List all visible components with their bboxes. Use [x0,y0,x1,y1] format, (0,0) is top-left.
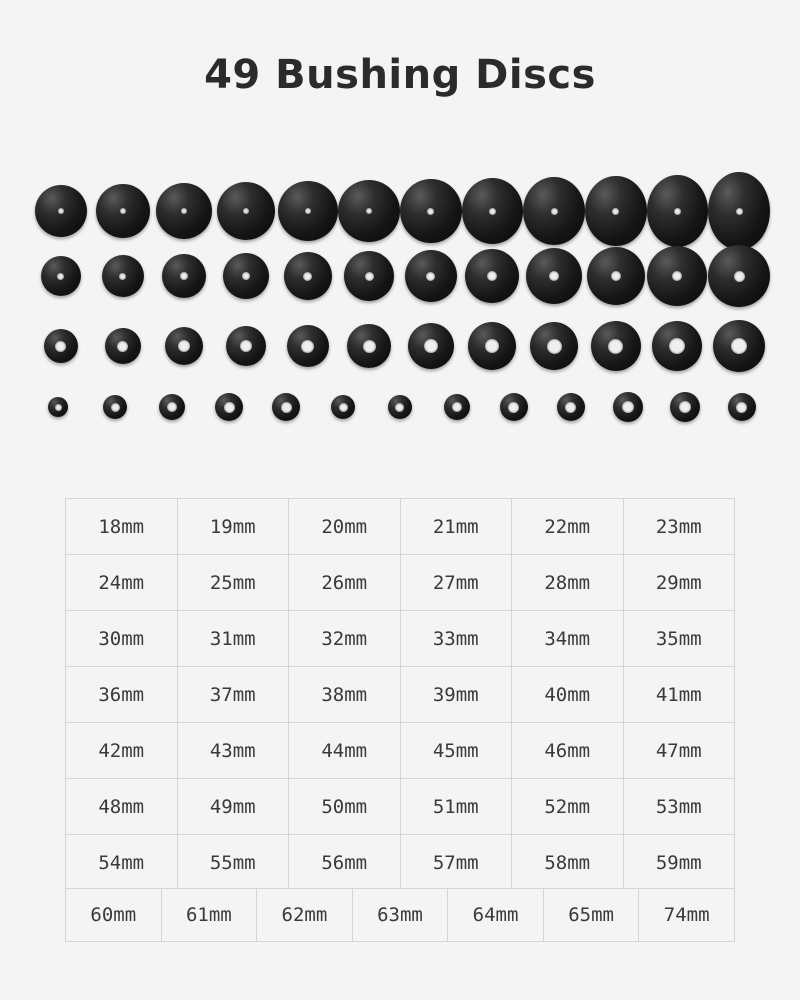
size-cell: 27mm [400,555,512,611]
disc-cell [338,180,400,242]
bushing-disc [159,394,185,420]
disc-bore [117,341,128,352]
bushing-disc [530,322,578,370]
size-cell: 44mm [289,723,401,779]
bushing-disc [647,246,707,306]
disc-bore [366,208,372,214]
disc-cell [462,249,524,303]
disc-cell [656,392,713,422]
size-cell: 36mm [66,667,178,723]
size-cell: 32mm [289,611,401,667]
disc-bore [365,272,374,281]
bushing-disc [465,249,519,303]
disc-cell [485,393,542,421]
size-cell: 56mm [289,835,401,891]
disc-cell [523,248,585,304]
bushing-disc [347,324,391,368]
size-cell: 18mm [66,499,178,555]
bushing-disc [156,183,212,239]
size-cell: 51mm [400,779,512,835]
disc-cell [30,397,87,417]
bushing-disc [284,252,332,300]
disc-bore [240,340,252,352]
disc-bore [120,208,126,214]
disc-cell [523,322,585,370]
disc-row [0,392,800,422]
bushing-disc [557,393,585,421]
disc-bore [57,273,64,280]
size-cell: 24mm [66,555,178,611]
size-cell: 65mm [543,889,639,942]
size-cell: 59mm [623,835,735,891]
disc-cell [372,395,429,419]
size-cell: 63mm [352,889,448,942]
disc-cell [258,393,315,421]
bushing-disc [523,177,585,245]
disc-cell [315,395,372,419]
bushing-disc [102,255,144,297]
disc-cell [542,393,599,421]
size-cell: 45mm [400,723,512,779]
disc-bore [612,208,619,215]
bushing-disc [215,393,243,421]
disc-cell [153,327,215,365]
disc-bore [119,273,126,280]
disc-bore [736,208,743,215]
bushing-disc [585,176,647,246]
disc-bore [485,339,499,353]
disc-cell [215,182,277,240]
table-row [66,667,735,723]
disc-cell [708,172,770,250]
size-cell: 20mm [289,499,401,555]
disc-cell [585,176,647,246]
disc-bore [55,404,62,411]
disc-cell [144,394,201,420]
size-cell: 23mm [623,499,735,555]
disc-cell [708,320,770,372]
disc-cell [428,394,485,420]
size-cell: 53mm [623,779,735,835]
size-cell: 46mm [512,723,624,779]
disc-cell [400,323,462,369]
disc-bore [339,403,348,412]
bushing-disc [103,395,127,419]
size-cell: 28mm [512,555,624,611]
disc-cell [153,183,215,239]
size-table-last-body [66,889,735,942]
size-cell: 42mm [66,723,178,779]
disc-bore [547,339,562,354]
table-row [66,835,735,891]
bushing-disc [41,256,81,296]
size-cell: 49mm [177,779,289,835]
disc-bore [424,339,438,353]
size-cell: 41mm [623,667,735,723]
disc-bore [242,272,250,280]
disc-bore [58,208,64,214]
bushing-disc [338,180,400,242]
disc-cell [647,321,709,371]
disc-bore [243,208,249,214]
disc-cell [585,321,647,371]
bushing-disc [462,178,524,244]
bushing-disc [400,179,462,243]
size-cell: 29mm [623,555,735,611]
disc-bore [679,401,691,413]
disc-bore [734,271,745,282]
size-cell: 54mm [66,835,178,891]
bushing-disc [278,181,338,241]
disc-cell [277,252,339,300]
disc-bore [427,208,434,215]
bushing-disc [468,322,516,370]
size-cell: 30mm [66,611,178,667]
disc-cell [30,329,92,363]
size-cell: 19mm [177,499,289,555]
disc-row [0,245,800,307]
bushing-disc [708,172,770,250]
disc-bore [551,208,558,215]
size-cell: 50mm [289,779,401,835]
disc-bore [281,402,292,413]
size-cell: 60mm [66,889,162,942]
disc-bore [731,338,747,354]
disc-bore [303,272,312,281]
bushing-disc [217,182,275,240]
size-table-body [66,499,735,891]
disc-cell [400,250,462,302]
disc-bore [508,402,519,413]
size-table [65,498,735,891]
size-cell: 38mm [289,667,401,723]
bushing-disc [613,392,643,422]
size-cell: 34mm [512,611,624,667]
table-row [66,555,735,611]
bushing-disc [708,245,770,307]
bushing-disc [405,250,457,302]
size-cell: 74mm [639,889,735,942]
bushing-disc [670,392,700,422]
bushing-disc [587,247,645,305]
disc-bore [489,208,496,215]
bushing-disc [272,393,300,421]
disc-bore [672,271,682,281]
disc-cell [713,393,770,421]
disc-cell [462,178,524,244]
size-cell: 47mm [623,723,735,779]
bushing-disc [35,185,87,237]
size-cell: 25mm [177,555,289,611]
bushing-disc [165,327,203,365]
size-cell: 39mm [400,667,512,723]
disc-bore [111,403,120,412]
bushing-disc [444,394,470,420]
bushing-disc [713,320,765,372]
size-cell: 58mm [512,835,624,891]
disc-row [0,172,800,250]
table-row [66,723,735,779]
disc-cell [153,254,215,298]
disc-bore [395,403,404,412]
disc-cell [338,324,400,368]
disc-bore [55,341,66,352]
bushing-disc [500,393,528,421]
disc-cell [523,177,585,245]
disc-bore [180,272,188,280]
size-table-last-row [65,888,735,942]
bushing-disc [728,393,756,421]
size-cell: 35mm [623,611,735,667]
disc-cell [30,256,92,296]
disc-bore [549,271,559,281]
size-cell: 48mm [66,779,178,835]
disc-cell [400,179,462,243]
size-cell: 64mm [448,889,544,942]
size-cell: 52mm [512,779,624,835]
bushing-disc [408,323,454,369]
disc-bore [611,271,621,281]
disc-bore [669,338,685,354]
disc-bore [565,402,576,413]
bushing-disc [48,397,68,417]
disc-cell [708,245,770,307]
disc-cell [215,253,277,299]
disc-photo-area [0,150,800,450]
bushing-disc [96,184,150,238]
size-cell: 61mm [161,889,257,942]
disc-bore [426,272,435,281]
disc-bore [363,340,376,353]
page-title: 49 Bushing Discs [204,52,596,98]
bushing-disc [287,325,329,367]
disc-bore [181,208,187,214]
bushing-disc [591,321,641,371]
size-cell: 37mm [177,667,289,723]
bushing-disc [344,251,394,301]
disc-cell [647,246,709,306]
disc-bore [167,402,177,412]
table-row [66,499,735,555]
table-row [66,611,735,667]
disc-cell [585,247,647,305]
disc-bore [301,340,314,353]
disc-bore [178,340,190,352]
disc-cell [92,184,154,238]
size-cell: 22mm [512,499,624,555]
size-cell: 55mm [177,835,289,891]
disc-bore [487,271,497,281]
disc-bore [736,402,747,413]
bushing-disc [331,395,355,419]
disc-cell [87,395,144,419]
size-cell: 43mm [177,723,289,779]
disc-cell [599,392,656,422]
size-cell: 33mm [400,611,512,667]
bushing-disc [105,328,141,364]
bushing-disc [647,175,709,247]
table-row [66,779,735,835]
bushing-disc [652,321,702,371]
disc-bore [608,339,623,354]
disc-cell [92,328,154,364]
bushing-disc [226,326,266,366]
size-cell: 62mm [257,889,353,942]
disc-cell [92,255,154,297]
disc-cell [277,325,339,367]
disc-bore [622,401,634,413]
bushing-disc [388,395,412,419]
disc-cell [277,181,339,241]
size-cell: 57mm [400,835,512,891]
disc-bore [224,402,235,413]
size-cell: 26mm [289,555,401,611]
size-cell: 40mm [512,667,624,723]
bushing-disc [44,329,78,363]
disc-bore [305,208,311,214]
disc-cell [30,185,92,237]
bushing-disc [162,254,206,298]
size-cell: 21mm [400,499,512,555]
disc-cell [201,393,258,421]
disc-cell [647,175,709,247]
disc-bore [452,402,462,412]
table-row [66,889,735,942]
bushing-disc [223,253,269,299]
disc-row [0,320,800,372]
disc-cell [462,322,524,370]
size-cell: 31mm [177,611,289,667]
disc-cell [215,326,277,366]
bushing-disc [526,248,582,304]
disc-cell [338,251,400,301]
disc-bore [674,208,681,215]
